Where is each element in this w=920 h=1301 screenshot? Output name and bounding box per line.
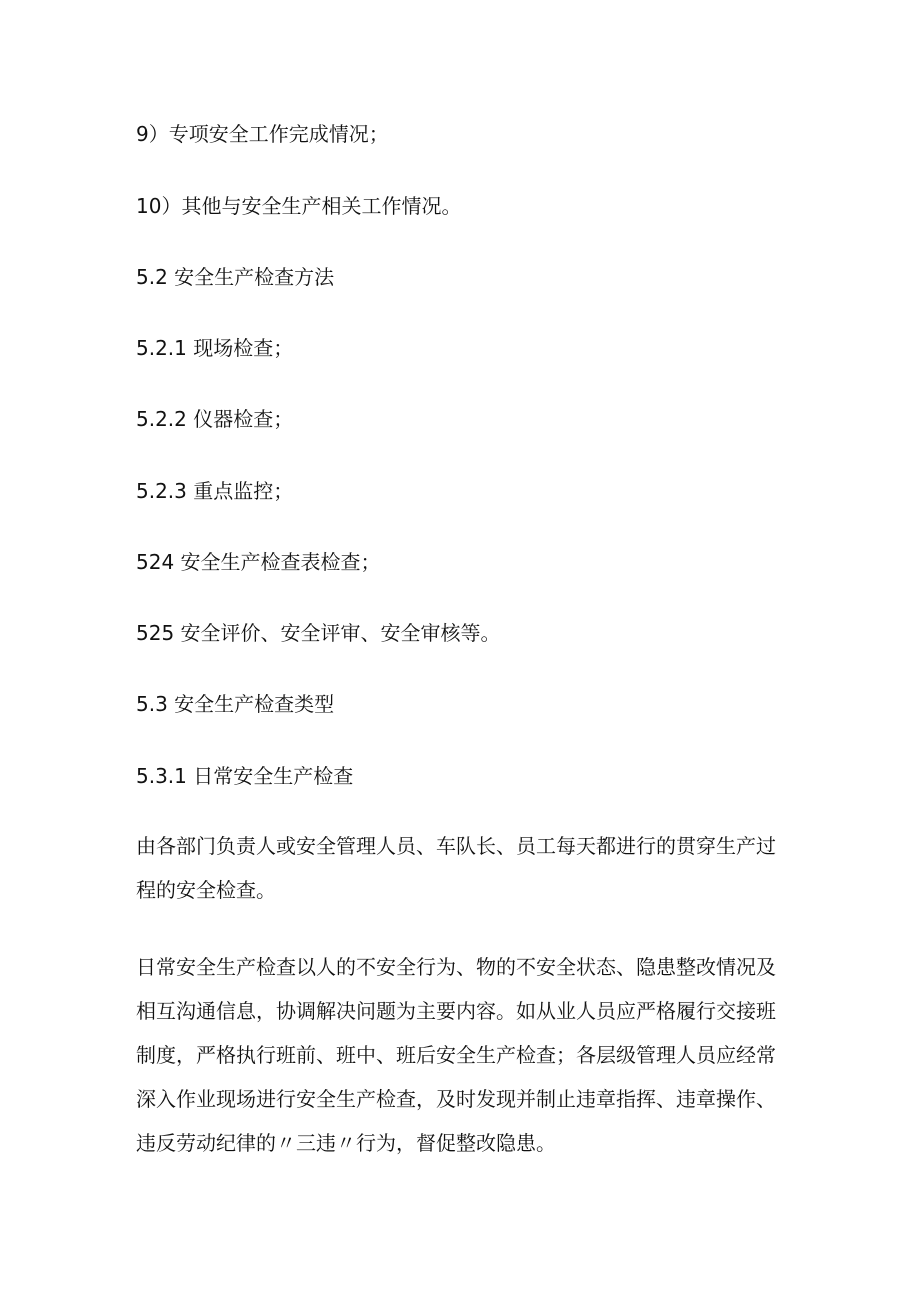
subsection-5-2-4: 524 安全生产检查表检查； xyxy=(136,550,381,574)
paragraph-line: 制度，严格执行班前、班中、班后安全生产检查；各层级管理人员应经常 xyxy=(136,1043,776,1067)
list-item-10: 10）其他与安全生产相关工作情况。 xyxy=(136,194,462,218)
paragraph-line: 相互沟通信息，协调解决问题为主要内容。如从业人员应严格履行交接班 xyxy=(136,999,776,1023)
section-heading-5-3: 5.3 安全生产检查类型 xyxy=(136,692,335,716)
paragraph-line: 深入作业现场进行安全生产检查，及时发现并制止违章指挥、违章操作、 xyxy=(136,1087,776,1111)
subsection-5-2-5: 525 安全评价、安全评审、安全审核等。 xyxy=(136,621,501,645)
subsection-5-3-1: 5.3.1 日常安全生产检查 xyxy=(136,764,354,788)
paragraph-line: 由各部门负责人或安全管理人员、车队长、员工每天都进行的贯穿生产过 xyxy=(136,834,776,858)
paragraph-daily-check-definition xyxy=(136,824,786,912)
paragraph-line: 日常安全生产检查以人的不安全行为、物的不安全状态、隐患整改情况及 xyxy=(136,955,776,979)
list-item-9: 9）专项安全工作完成情况； xyxy=(136,122,389,146)
paragraph-daily-check-content xyxy=(136,945,786,1165)
subsection-5-2-2: 5.2.2 仪器检查； xyxy=(136,407,294,431)
paragraph-line: 程的安全检查。 xyxy=(136,878,276,902)
subsection-5-2-3: 5.2.3 重点监控； xyxy=(136,479,294,503)
section-heading-5-2: 5.2 安全生产检查方法 xyxy=(136,265,335,289)
subsection-5-2-1: 5.2.1 现场检查； xyxy=(136,336,294,360)
paragraph-line: 违反劳动纪律的〃三违〃行为，督促整改隐患。 xyxy=(136,1131,556,1155)
